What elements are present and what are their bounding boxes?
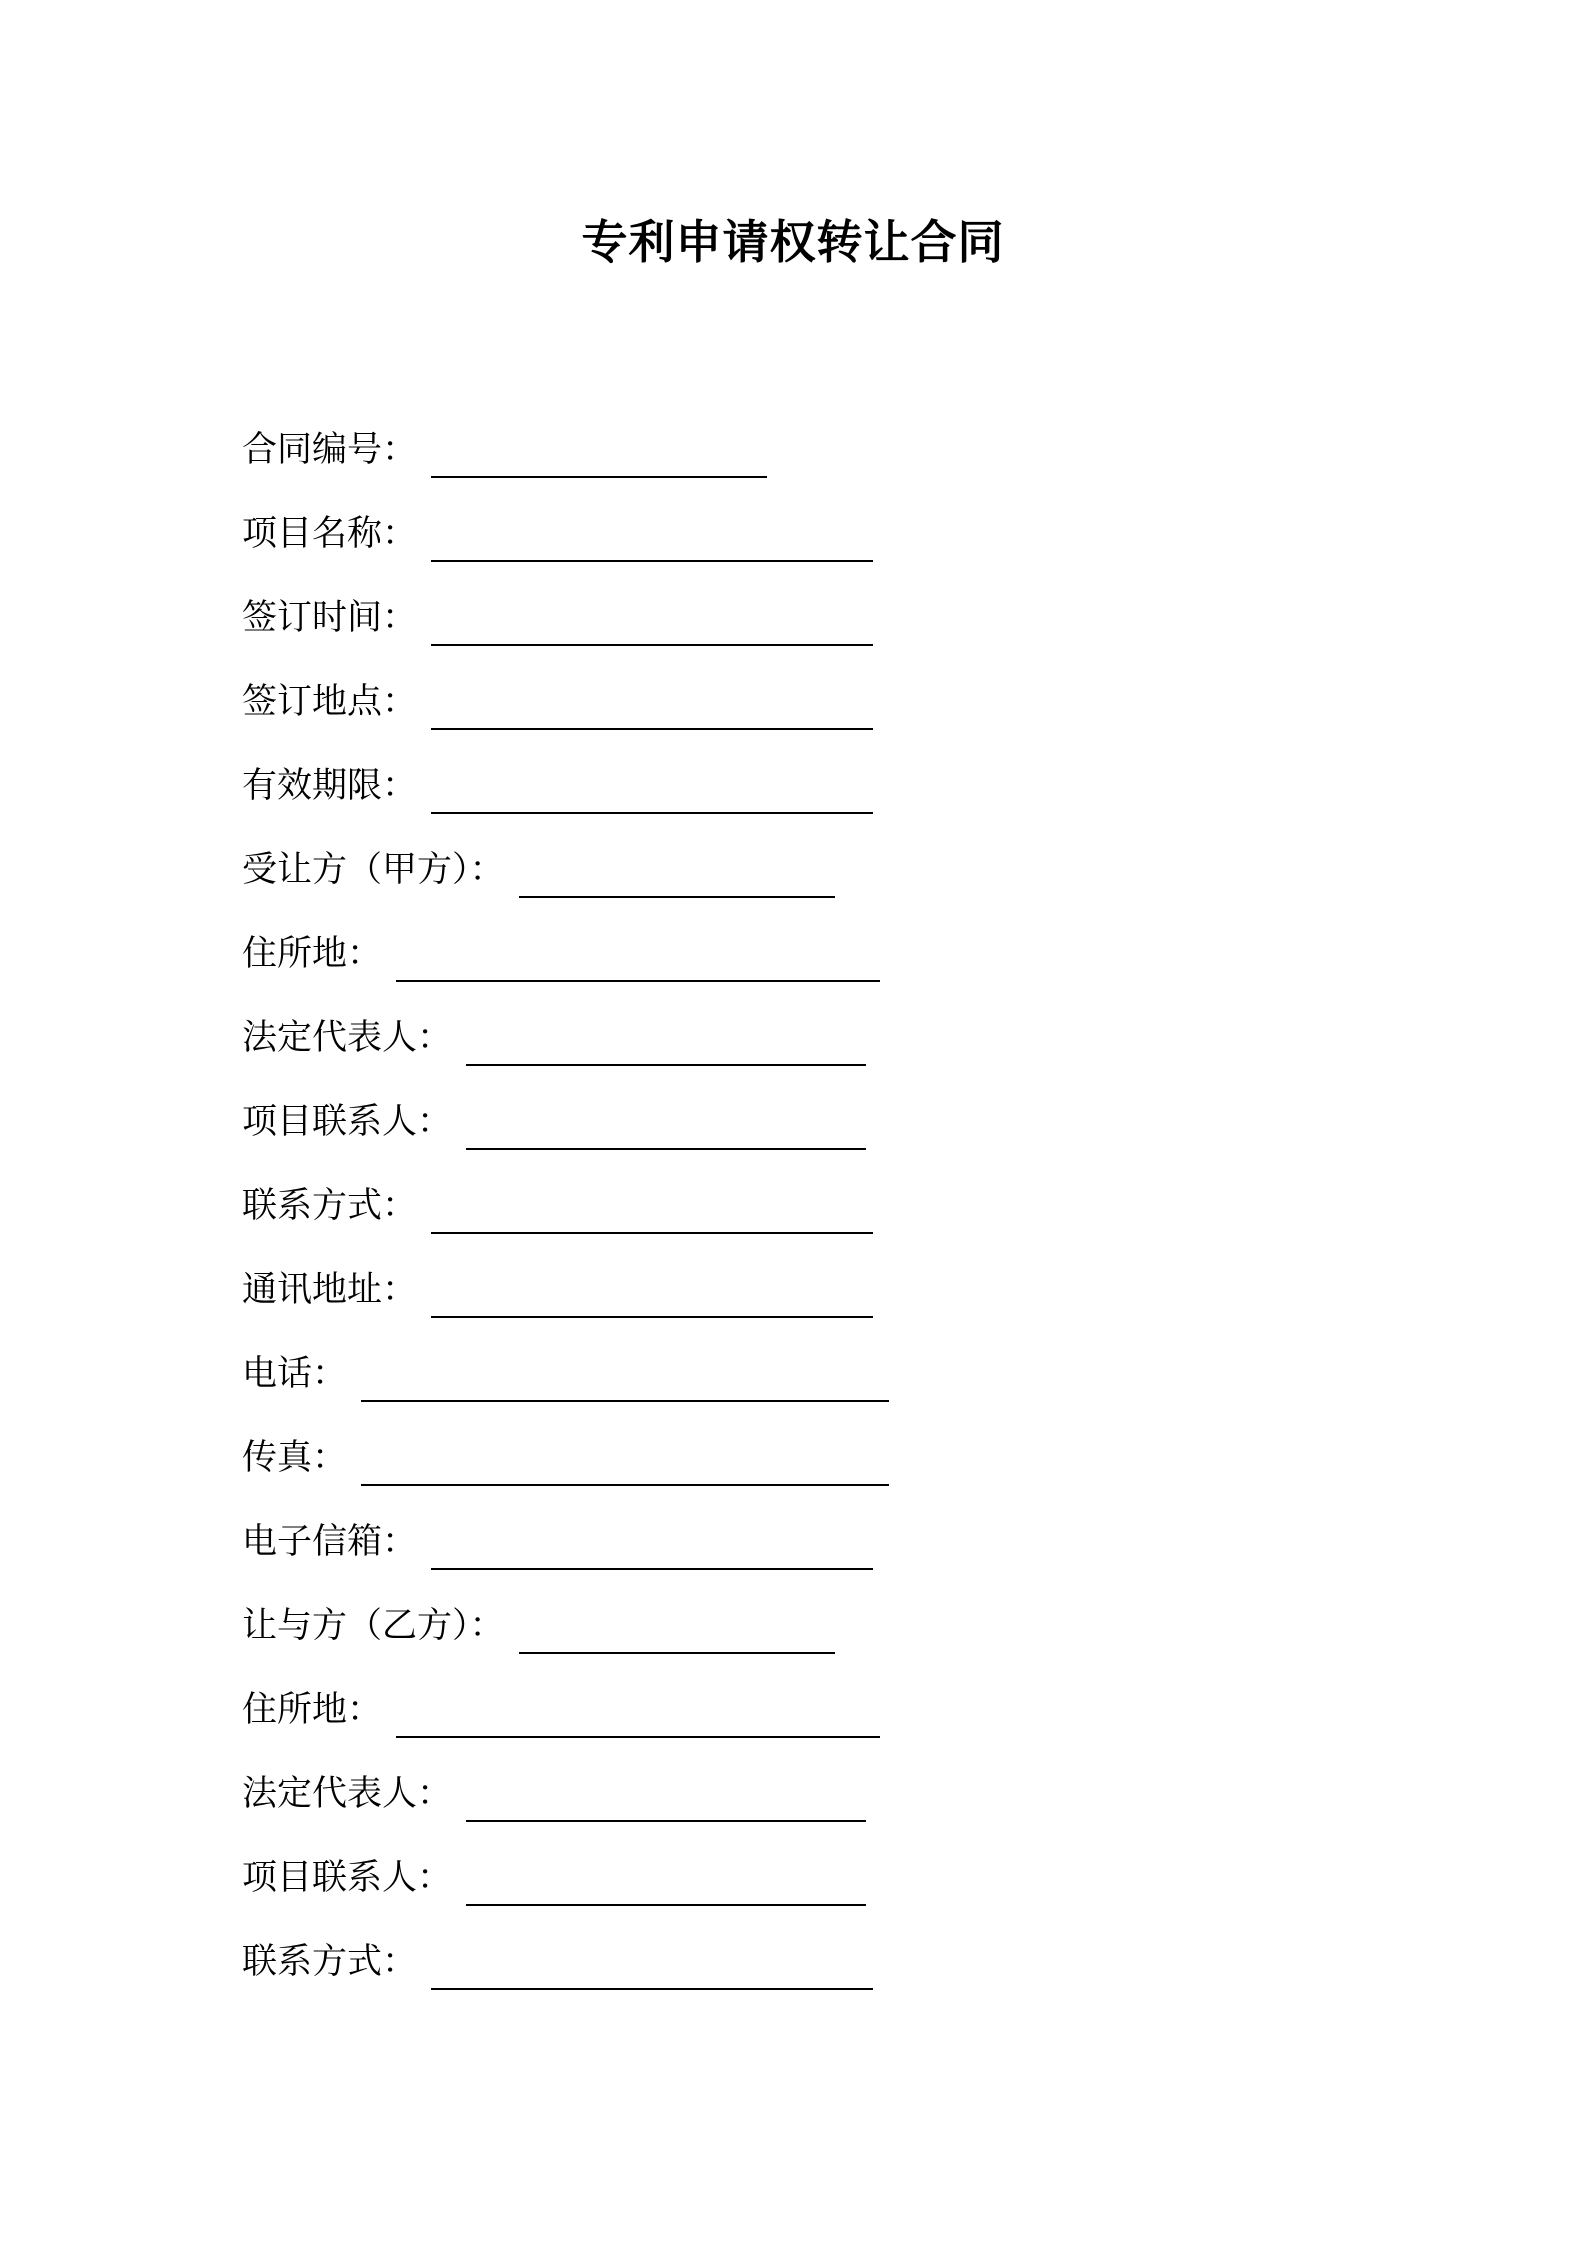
field-signing-place [242, 660, 1342, 744]
field-label: 通讯地址： [242, 1270, 418, 1310]
fill-in-blank[interactable] [431, 698, 873, 730]
field-label: 有效期限： [242, 766, 418, 806]
field-party-a-contact-method [242, 1164, 1342, 1248]
field-party-a-email [242, 1500, 1342, 1584]
fill-in-blank[interactable] [361, 1454, 889, 1486]
field-label: 项目名称： [242, 514, 418, 554]
field-label: 住所地： [242, 1690, 383, 1730]
field-contract-number [242, 408, 1342, 492]
field-label: 联系方式： [242, 1186, 418, 1226]
field-signing-time [242, 576, 1342, 660]
field-label: 签订地点： [242, 682, 418, 722]
fill-in-blank[interactable] [519, 866, 835, 898]
fill-in-blank[interactable] [431, 530, 873, 562]
field-party-b-domicile [242, 1668, 1342, 1752]
field-label: 项目联系人： [242, 1858, 453, 1898]
field-party-b-legal-rep [242, 1752, 1342, 1836]
fill-in-blank[interactable] [466, 1034, 866, 1066]
fill-in-blank[interactable] [431, 1202, 873, 1234]
fill-in-blank[interactable] [396, 1706, 880, 1738]
field-party-b-project-contact [242, 1836, 1342, 1920]
field-party-a-project-contact [242, 1080, 1342, 1164]
fill-in-blank[interactable] [431, 614, 873, 646]
field-label: 电话： [242, 1354, 348, 1394]
field-label: 受让方（甲方）： [242, 850, 505, 890]
field-party-a [242, 828, 1342, 912]
fill-in-blank[interactable] [431, 1958, 873, 1990]
field-label: 法定代表人： [242, 1774, 453, 1814]
fill-in-blank[interactable] [466, 1790, 866, 1822]
field-validity-period [242, 744, 1342, 828]
fill-in-blank[interactable] [466, 1118, 866, 1150]
field-label: 合同编号： [242, 430, 418, 470]
fill-in-blank[interactable] [431, 1538, 873, 1570]
field-label: 传真： [242, 1438, 348, 1478]
fill-in-blank[interactable] [466, 1874, 866, 1906]
field-project-name [242, 492, 1342, 576]
contract-fields [242, 408, 1342, 2004]
fill-in-blank[interactable] [431, 782, 873, 814]
field-party-a-fax [242, 1416, 1342, 1500]
fill-in-blank[interactable] [361, 1370, 889, 1402]
fill-in-blank[interactable] [396, 950, 880, 982]
fill-in-blank[interactable] [431, 446, 767, 478]
field-party-a-mailing-address [242, 1248, 1342, 1332]
field-label: 住所地： [242, 934, 383, 974]
field-party-a-domicile [242, 912, 1342, 996]
field-party-b-contact-method [242, 1920, 1342, 2004]
field-party-a-phone [242, 1332, 1342, 1416]
field-label: 联系方式： [242, 1942, 418, 1982]
field-party-a-legal-rep [242, 996, 1342, 1080]
fill-in-blank[interactable] [519, 1622, 835, 1654]
field-label: 法定代表人： [242, 1018, 453, 1058]
fill-in-blank[interactable] [431, 1286, 873, 1318]
field-label: 电子信箱： [242, 1522, 418, 1562]
field-party-b [242, 1584, 1342, 1668]
field-label: 让与方（乙方）： [242, 1606, 505, 1646]
document-title: 专利申请权转让合同 [581, 215, 1005, 269]
field-label: 签订时间： [242, 598, 418, 638]
field-label: 项目联系人： [242, 1102, 453, 1142]
